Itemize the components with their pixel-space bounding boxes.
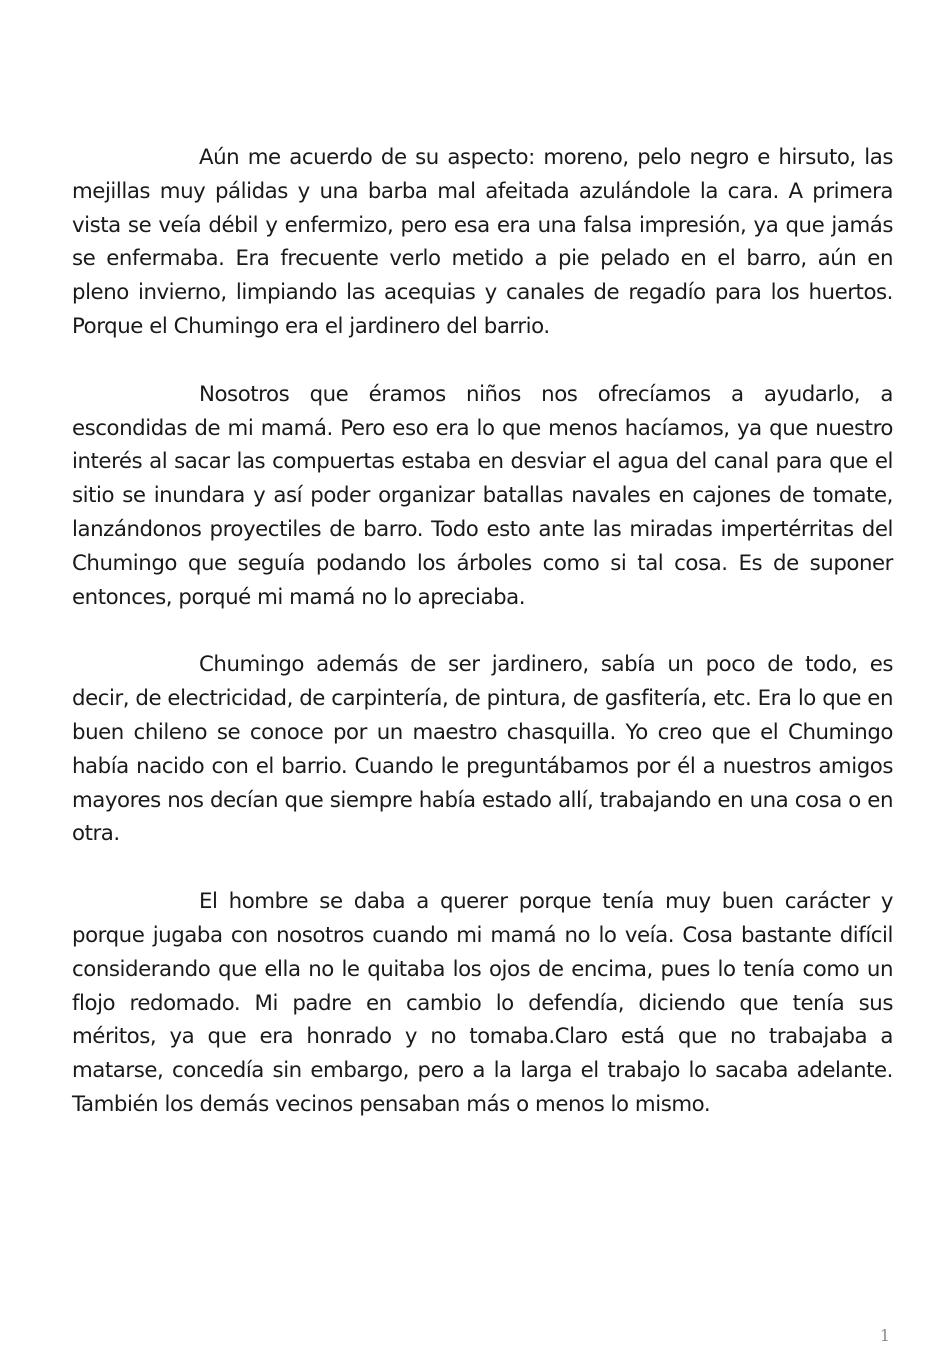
- paragraph-4: El hombre se daba a querer porque tenía muy buen carácter y porque jugaba con nosotros cuando mi mamá no lo veía. Cosa bastante difícil considerando que ella no le quitaba los ojos de encima, pues lo tenía como un flojo redomado. Mi padre en cambio lo defendía, diciendo que tenía sus méritos, ya que era honrado y no tomaba.Claro está que no trabajaba a matarse, concedía sin embargo, pero a la larga el trabajo lo sacaba adelante. También los demás vecinos pensaban más o menos lo mismo.: [72, 889, 893, 1117]
- paragraph-1: Aún me acuerdo de su aspecto: moreno, pelo negro e hirsuto, las mejillas muy pálidas y una barba mal afeitada azulándole la cara. A primera vista se veía débil y enfermizo, pero esa era una falsa impresión, ya que jamás se enfermaba. Era frecuente verlo metido a pie pelado en el barro, aún en pleno invierno, limpiando las acequias y canales de regadío para los huertos. Porque el Chumingo era el jardinero del barrio.: [72, 145, 893, 339]
- page-number: 1: [879, 1326, 890, 1345]
- paragraph-3: Chumingo además de ser jardinero, sabía un poco de todo, es decir, de electricidad, de carpintería, de pintura, de gasfitería, etc. Era lo que en buen chileno se conoce por un maestro chasquilla. Yo creo que el Chumingo había nacido con el barrio. Cuando le preguntábamos por él a nuestros amigos mayores nos decían que siempre había estado allí, trabajando en una cosa o en otra.: [72, 652, 893, 847]
- body-text: [72, 141, 893, 1156]
- paragraph-2: Nosotros que éramos niños nos ofrecíamos a ayudarlo, a escondidas de mi mamá. Pero eso era lo que menos hacíamos, ya que nuestro interés al sacar las compuertas estaba en desviar el agua del canal para que el sitio se inundara y así poder organizar batallas navales en cajones de tomate, lanzándonos proyectiles de barro. Todo esto ante las miradas impertérritas del Chumingo que seguía podando los árboles como si tal cosa. Es de suponer entonces, porqué mi mamá no lo apreciaba.: [72, 381, 893, 610]
